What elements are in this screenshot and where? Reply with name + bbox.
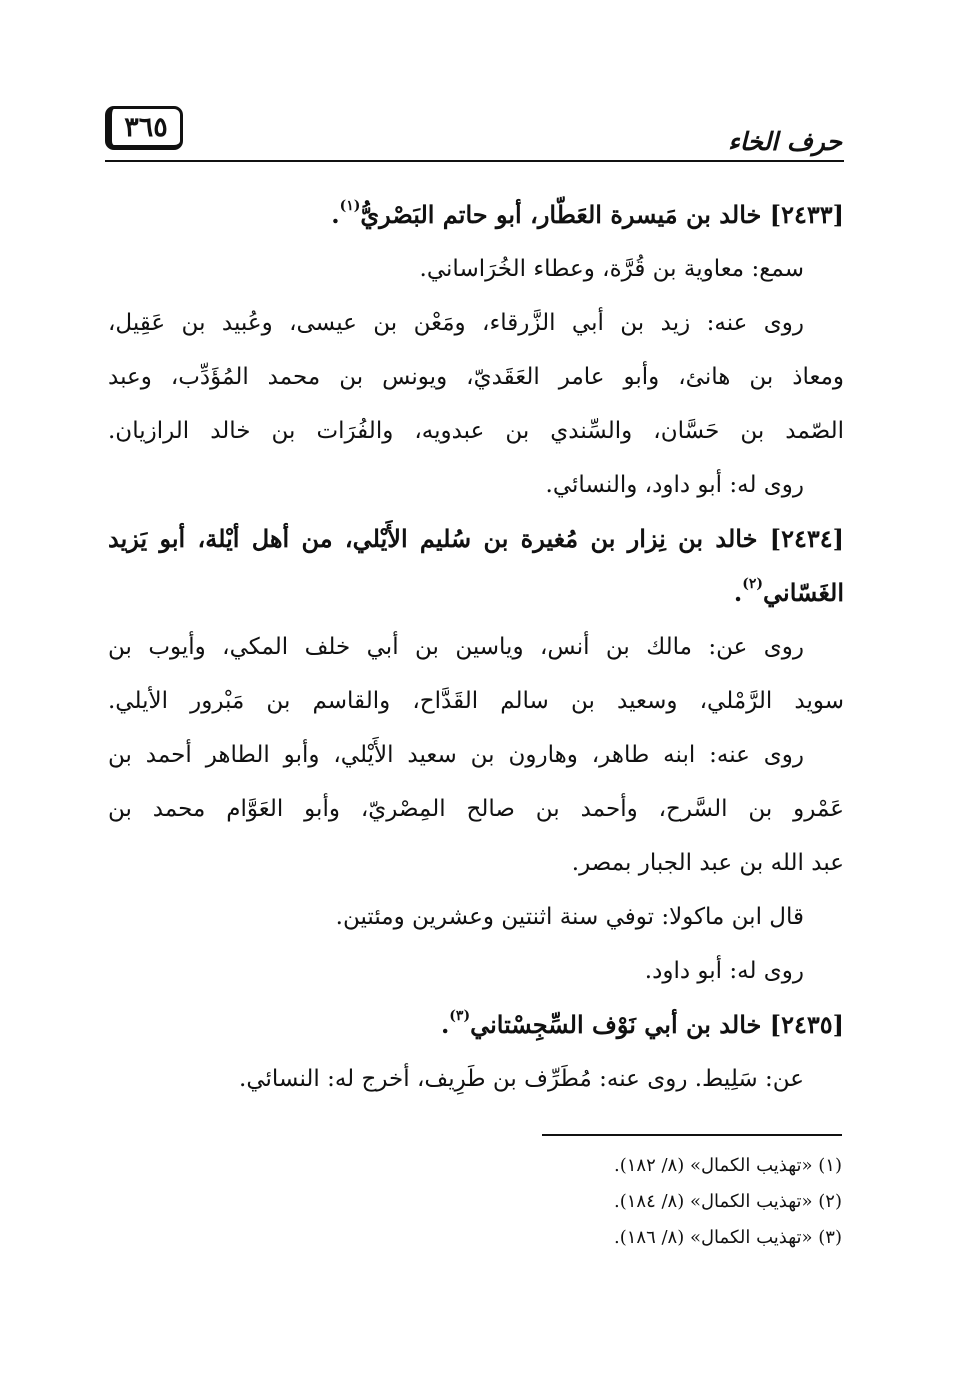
entry-heading-2435: [٢٤٣٥] خالد بن أبي نَوْف السِّجِسْتاني$^{(٣)}$. [440,1008,844,1039]
header-rule [105,160,844,162]
entry-title: الغَسّاني [763,578,844,607]
entry-title: خالد بن مَيسرة العَطّار، أبو حاتم البَصْريُّ [360,200,762,229]
footnote: (٣) «تهذيب الكمال» (٨/ ١٨٦). [613,1227,842,1248]
entry-heading-2434-cont: الغَسّاني$^{(٢)}$. [733,576,844,607]
footnote-rule [542,1134,842,1136]
text-line: روى عنه: زيد بن أبي الزَّرقاء، ومَعْن بن عيسى، وعُبيد بن عَقِيل، [108,310,804,336]
footnote: (٢) «تهذيب الكمال» (٨/ ١٨٤). [613,1191,842,1212]
text-line: سمع: معاوية بن قُرَّة، وعطاء الخُرَاساني. [419,256,804,282]
text-line: روى عن: مالك بن أنس، وياسين بن أبي خلف المكي، وأيوب بن [108,634,804,660]
entry-title: خالد بن نِزار بن مُغيرة بن سُليم الأَيْلي، من أهل أيْلة، أبو يَزيد [108,524,758,553]
running-head: حرف الخاء [728,127,842,156]
text-line: روى عنه: ابنه طاهر، وهارون بن سعيد الأَيْلي، وأبو الطاهر أحمد بن [108,742,804,768]
entry-number: [٢٤٣٤] [769,524,844,553]
text-line: روى له: أبو داود، والنسائي. [545,472,804,498]
text-line: الصّمد بن حَسَّان، والسِّندي بن عبدويه، والفُرَات بن خالد الرازيان. [108,418,844,444]
text-line: عبد الله بن عبد الجبار بمصر. [571,850,844,876]
footnote-ref: (١) [339,198,361,214]
text-line: عَمْرو بن السَّرح، وأحمد بن صالح المِصْريّ، وأبو العَوَّام محمد بن [108,796,844,822]
text-line: سويد الرَّمْلي، وسعيد بن سالم القَدَّاح، والقاسم بن مَبْرور الأيلي. [108,688,844,714]
footnote: (١) «تهذيب الكمال» (٨/ ١٨٢). [613,1155,842,1176]
entry-number: [٢٤٣٥] [769,1010,844,1039]
text-line: ومعاذ بن هانئ، وأبو عامر العَقَديّ، ويونس بن محمد المُؤَدِّب، وعبد [108,364,844,390]
text-line: عن: سَلِيط. روى عنه: مُطَرِّف بن طَرِيف، أخرج له: النسائي. [239,1066,804,1092]
text-line: قال ابن ماكولا: توفي سنة اثنتين وعشرين ومئتين. [335,904,804,930]
page-number: ٣٦٥ [105,106,183,150]
text-line: روى له: أبو داود. [644,958,804,984]
footnote-ref: (٢) [742,576,764,592]
footnote-ref: (٣) [449,1008,471,1024]
entry-title: خالد بن أبي نَوْف السِّجِسْتاني [470,1010,762,1039]
footnotes [614,1148,842,1256]
page-body [108,188,844,1106]
entry-heading-2434 [108,512,844,566]
entry-heading-2433: [٢٤٣٣] خالد بن مَيسرة العَطّار، أبو حاتم البَصْريُّ$^{(١)}$. [331,198,844,229]
entry-number: [٢٤٣٣] [769,200,844,229]
